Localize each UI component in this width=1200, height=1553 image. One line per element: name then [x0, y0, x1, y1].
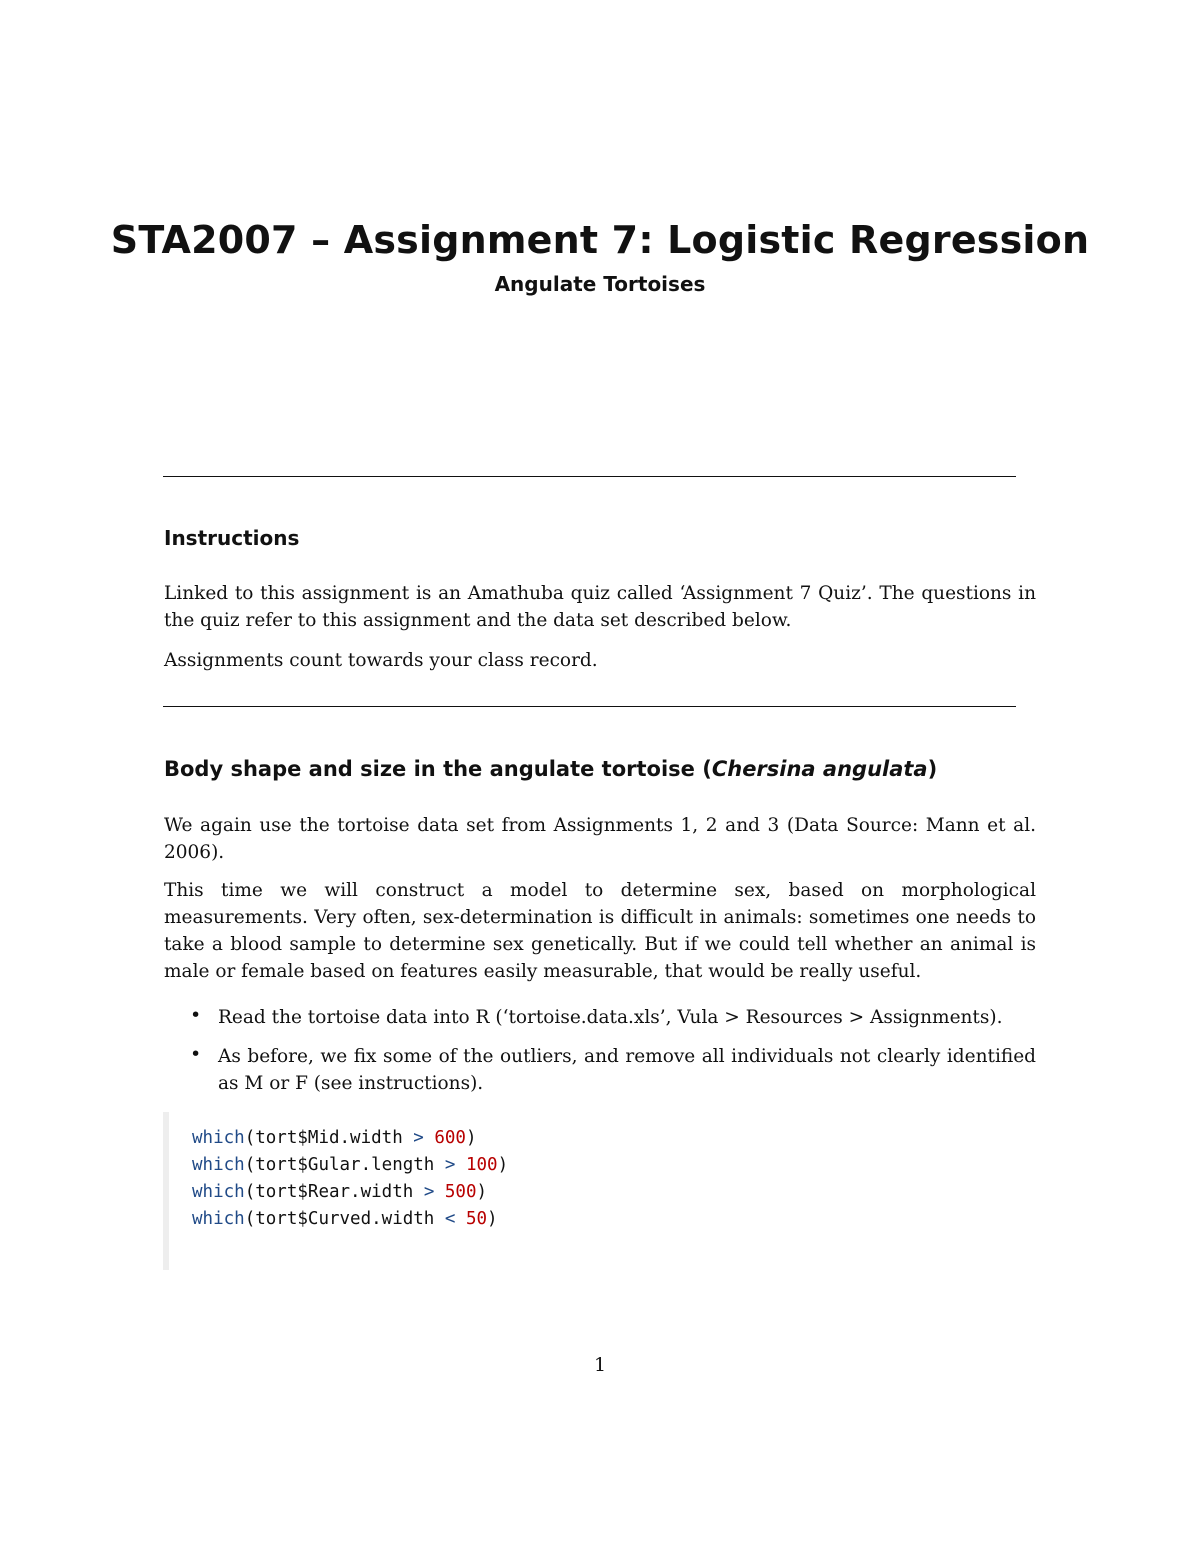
code-line-3 [192, 1179, 487, 1206]
code-function: which [192, 1209, 245, 1229]
page-number: 1 [593, 1354, 607, 1376]
code-variable: tort$Curved.width [255, 1209, 435, 1229]
code-function: which [192, 1155, 245, 1175]
bullet-item-1: Read the tortoise data into R (‘tortoise.data.xls’, Vula > Resources > Assignments). [218, 1007, 1003, 1028]
code-paren: ) [497, 1155, 509, 1175]
code-number: 600 [434, 1128, 466, 1148]
bullet-item-2: As before, we fix some of the outliers, and remove all individuals not clearly identified as M or F (see instructions). [218, 1046, 1036, 1094]
section-heading-prefix: Body shape and size in the angulate tortoise ( [164, 757, 712, 781]
code-paren: ) [465, 1128, 477, 1148]
instructions-paragraph-2: Assignments count towards your class record. [164, 650, 598, 671]
code-paren: ( [244, 1182, 256, 1202]
code-variable: tort$Rear.width [255, 1182, 414, 1202]
code-number: 500 [444, 1182, 477, 1202]
bottom-rule [163, 706, 1016, 707]
code-paren: ( [244, 1155, 256, 1175]
code-operator: > [402, 1128, 435, 1148]
section-paragraph-2: This time we will construct a model to determine sex, based on morphological measurements. Very often, sex-determination is difficult in animals: sometimes one needs to take a blood sample to determine sex genetically. But if we could tell whether an animal is male or female based on features easily measurable, that would be really useful. [164, 880, 1036, 982]
bullet-marker-1: • [190, 1004, 202, 1026]
code-number: 100 [465, 1155, 498, 1175]
code-function: which [192, 1182, 245, 1202]
code-number: 50 [465, 1209, 488, 1229]
code-operator: > [434, 1155, 466, 1175]
instructions-heading: Instructions [164, 526, 300, 550]
code-operator: > [413, 1182, 445, 1202]
code-paren: ( [244, 1209, 256, 1229]
code-function: which [192, 1128, 245, 1148]
code-paren: ) [487, 1209, 498, 1229]
document-title: STA2007 – Assignment 7: Logistic Regression [110, 218, 1090, 262]
code-variable: tort$Gular.length [255, 1155, 435, 1175]
code-line-4 [192, 1206, 498, 1233]
code-paren: ) [476, 1182, 488, 1202]
code-variable: tort$Mid.width [255, 1128, 403, 1148]
section-heading [164, 757, 937, 781]
document-subtitle: Angulate Tortoises [494, 272, 706, 296]
section-paragraph-1: We again use the tortoise data set from Assignments 1, 2 and 3 (Data Source: Mann et al. 2006). [164, 815, 1036, 863]
bullet-marker-2: • [190, 1043, 202, 1065]
code-line-1 [192, 1125, 477, 1152]
section-heading-suffix: ) [927, 757, 938, 781]
code-line-2 [192, 1152, 508, 1179]
top-rule [163, 476, 1016, 477]
code-operator: < [434, 1209, 466, 1229]
section-heading-species: Chersina angulata [711, 757, 928, 781]
code-paren: ( [244, 1128, 256, 1148]
instructions-paragraph-1: Linked to this assignment is an Amathuba quiz called ‘Assignment 7 Quiz’. The questions in the quiz refer to this assignment and the data set described below. [164, 583, 1036, 631]
code-block-bar [163, 1112, 169, 1270]
